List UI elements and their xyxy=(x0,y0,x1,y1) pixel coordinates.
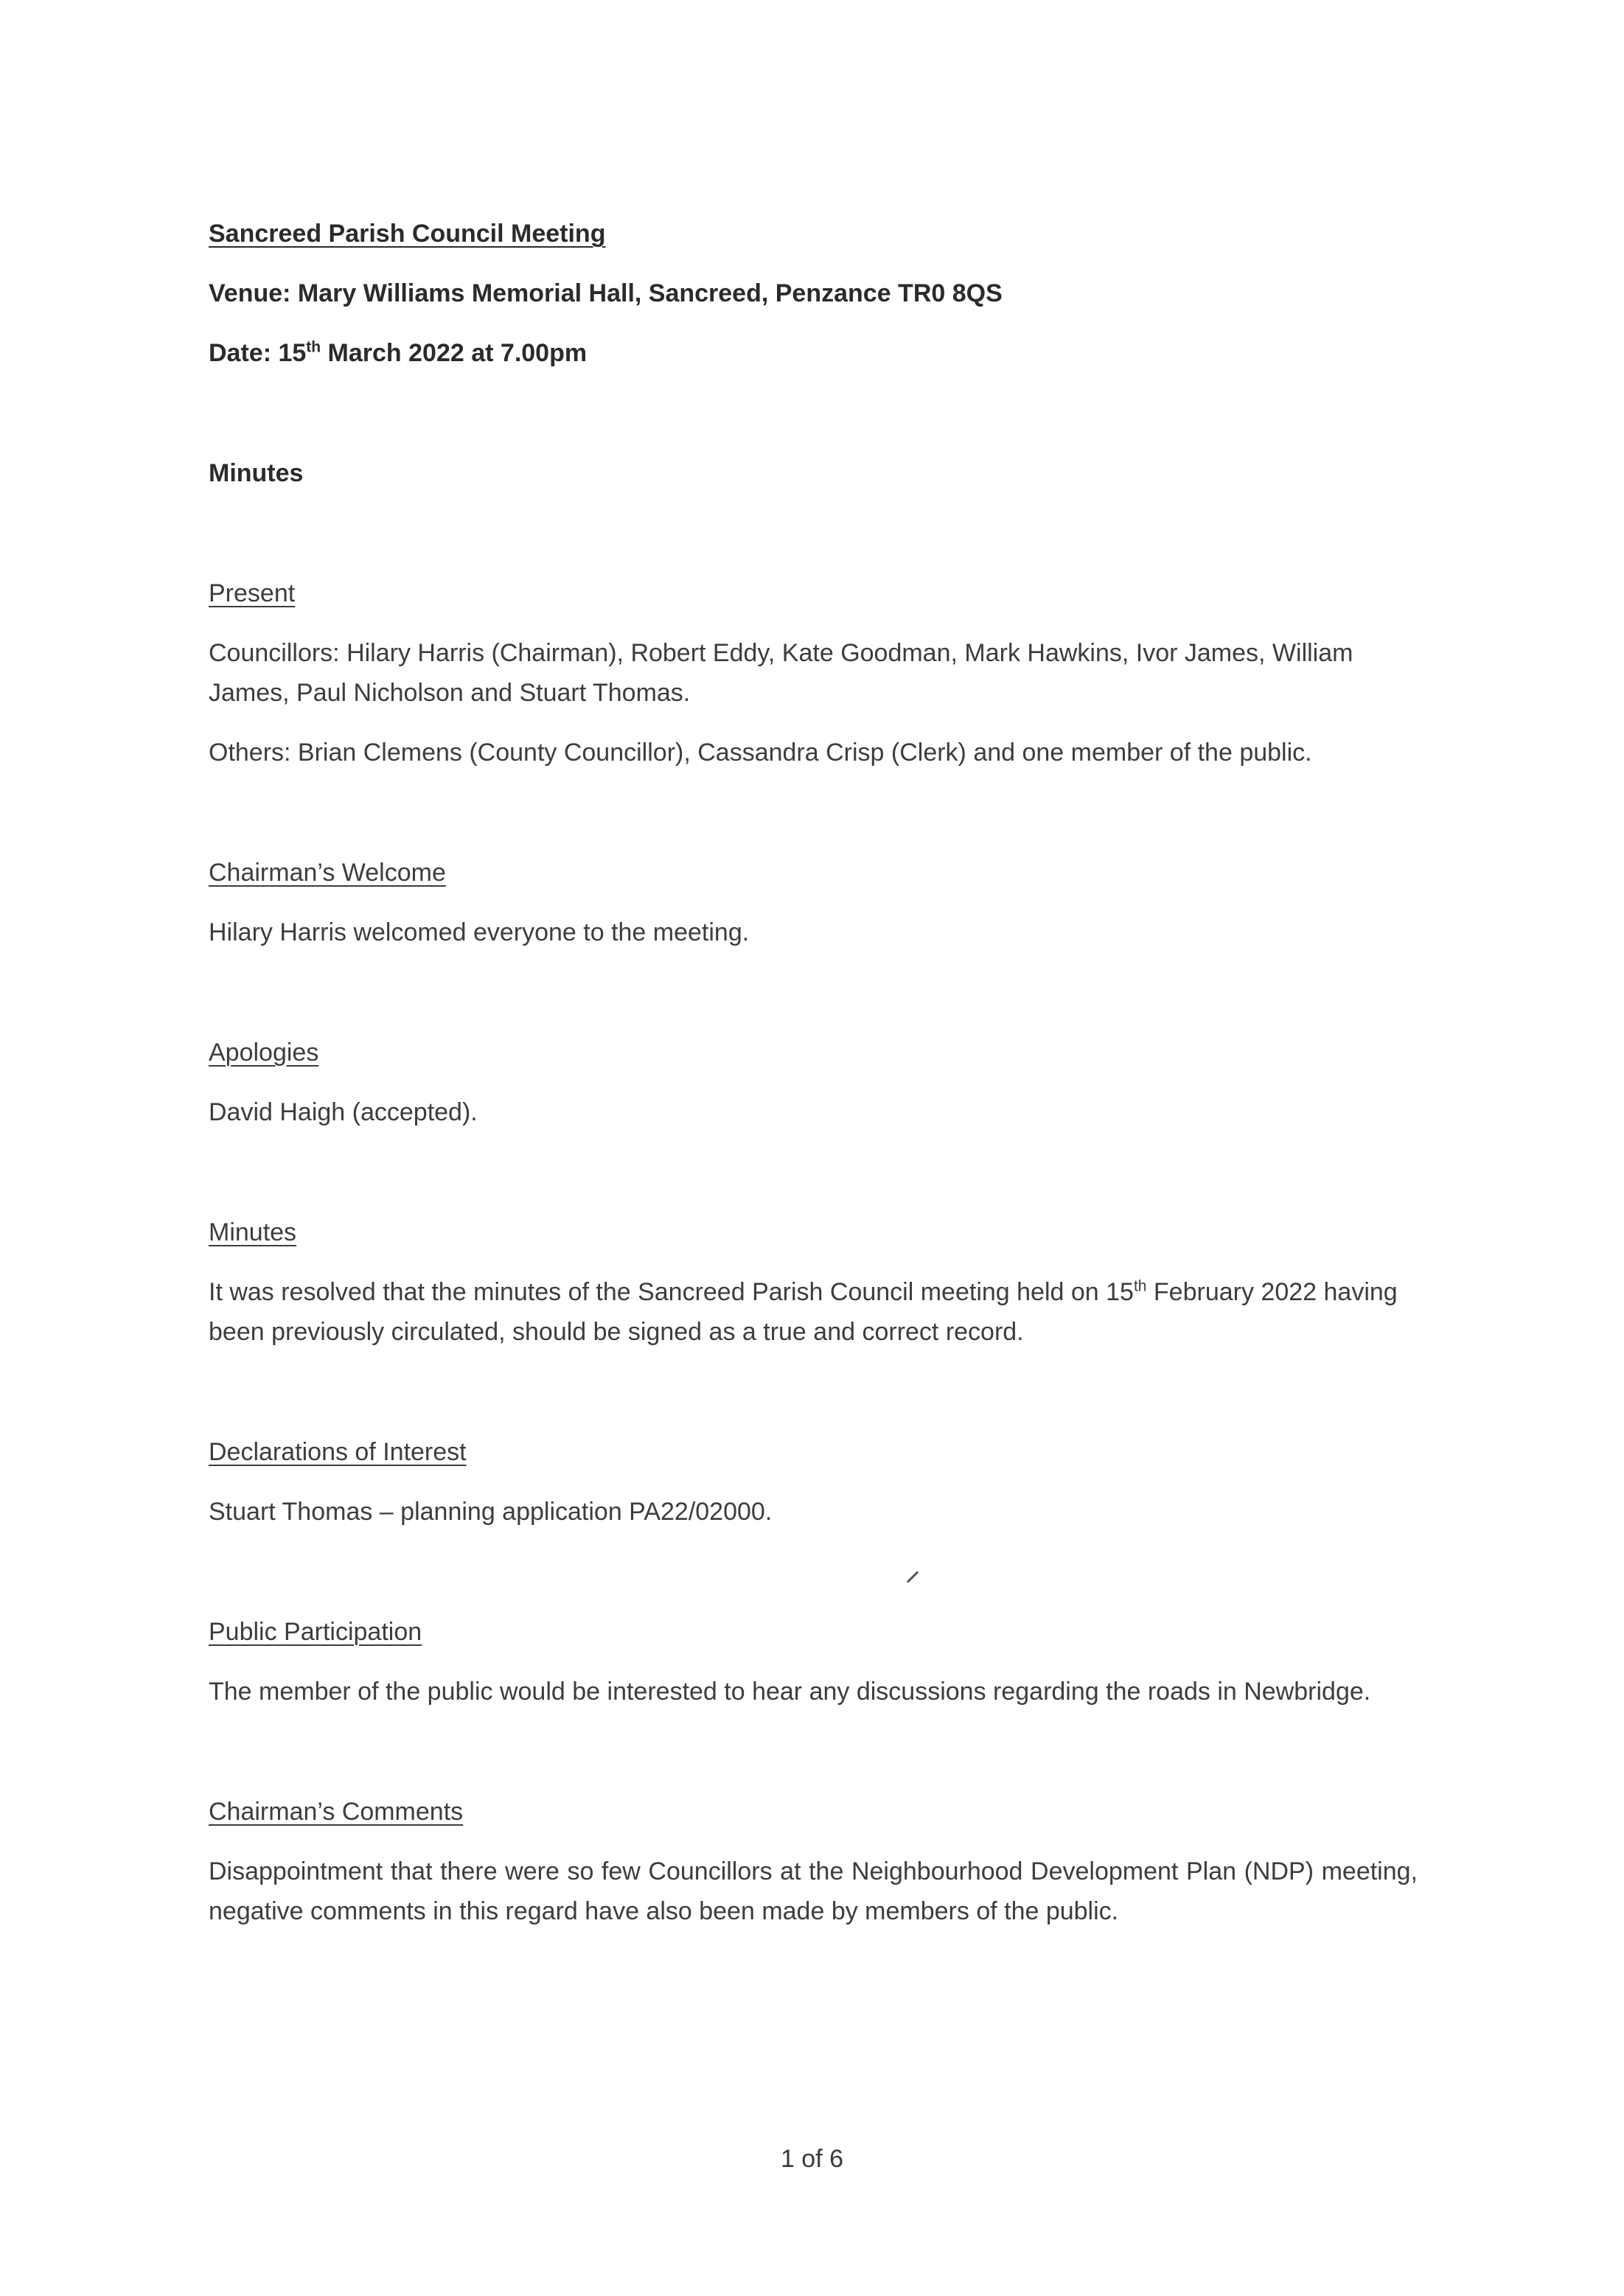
section-chairmans-comments xyxy=(209,1792,1418,1931)
minutes-text-ordinal: th xyxy=(1133,1277,1147,1295)
section-apologies xyxy=(209,1033,1418,1132)
minutes-text-suffix: February 2022 having been previously circulated, should be signed as a true and correct record. xyxy=(209,1278,1398,1346)
section-present xyxy=(209,573,1418,772)
present-councillors: Councillors: Hilary Harris (Chairman), Robert Eddy, Kate Goodman, Mark Hawkins, Ivor James, William James, Paul Nicholson and Stuart Thomas. xyxy=(209,639,1353,707)
section-heading-public-participation: Public Participation xyxy=(209,1618,422,1646)
section-heading-apologies: Apologies xyxy=(209,1039,319,1067)
minutes-text-prefix: It was resolved that the minutes of the Sancreed Parish Council meeting held on 15 xyxy=(209,1278,1134,1306)
section-heading-welcome: Chairman’s Welcome xyxy=(209,859,446,887)
section-heading-chairmans-comments: Chairman’s Comments xyxy=(209,1798,464,1826)
section-welcome xyxy=(209,853,1418,952)
section-heading-present: Present xyxy=(209,579,296,607)
page-number: 1 of 6 xyxy=(780,2145,844,2173)
chairmans-comments-text: Disappointment that there were so few Councillors at the Neighbourhood Development Plan (NDP) meeting, negative comments in this regard have also been made by members of the public. xyxy=(209,1857,1418,1925)
minutes-title: Minutes xyxy=(209,459,304,487)
section-minutes xyxy=(209,1212,1418,1352)
apologies-text: David Haigh (accepted). xyxy=(209,1098,478,1126)
minutes-text xyxy=(209,1272,1418,1352)
date-ordinal: th xyxy=(306,338,321,356)
section-heading-declarations: Declarations of Interest xyxy=(209,1438,467,1466)
declarations-text: Stuart Thomas – planning application PA22/02000. xyxy=(209,1498,773,1526)
welcome-text: Hilary Harris welcomed everyone to the meeting. xyxy=(209,918,750,946)
present-others: Others: Brian Clemens (County Councillor), Cassandra Crisp (Clerk) and one member of the public. xyxy=(209,739,1312,767)
document-body xyxy=(209,214,1418,1931)
date-suffix: March 2022 at 7.00pm xyxy=(321,339,588,367)
meeting-venue: Venue: Mary Williams Memorial Hall, Sancreed, Penzance TR0 8QS xyxy=(209,279,1003,307)
section-public-participation xyxy=(209,1612,1418,1711)
public-participation-text: The member of the public would be interested to hear any discussions regarding the roads in Newbridge. xyxy=(209,1678,1371,1706)
date-prefix: Date: 15 xyxy=(209,339,307,367)
section-heading-minutes: Minutes xyxy=(209,1218,297,1246)
section-declarations xyxy=(209,1432,1418,1532)
meeting-title: Sancreed Parish Council Meeting xyxy=(209,220,606,248)
meeting-date xyxy=(209,333,1418,373)
